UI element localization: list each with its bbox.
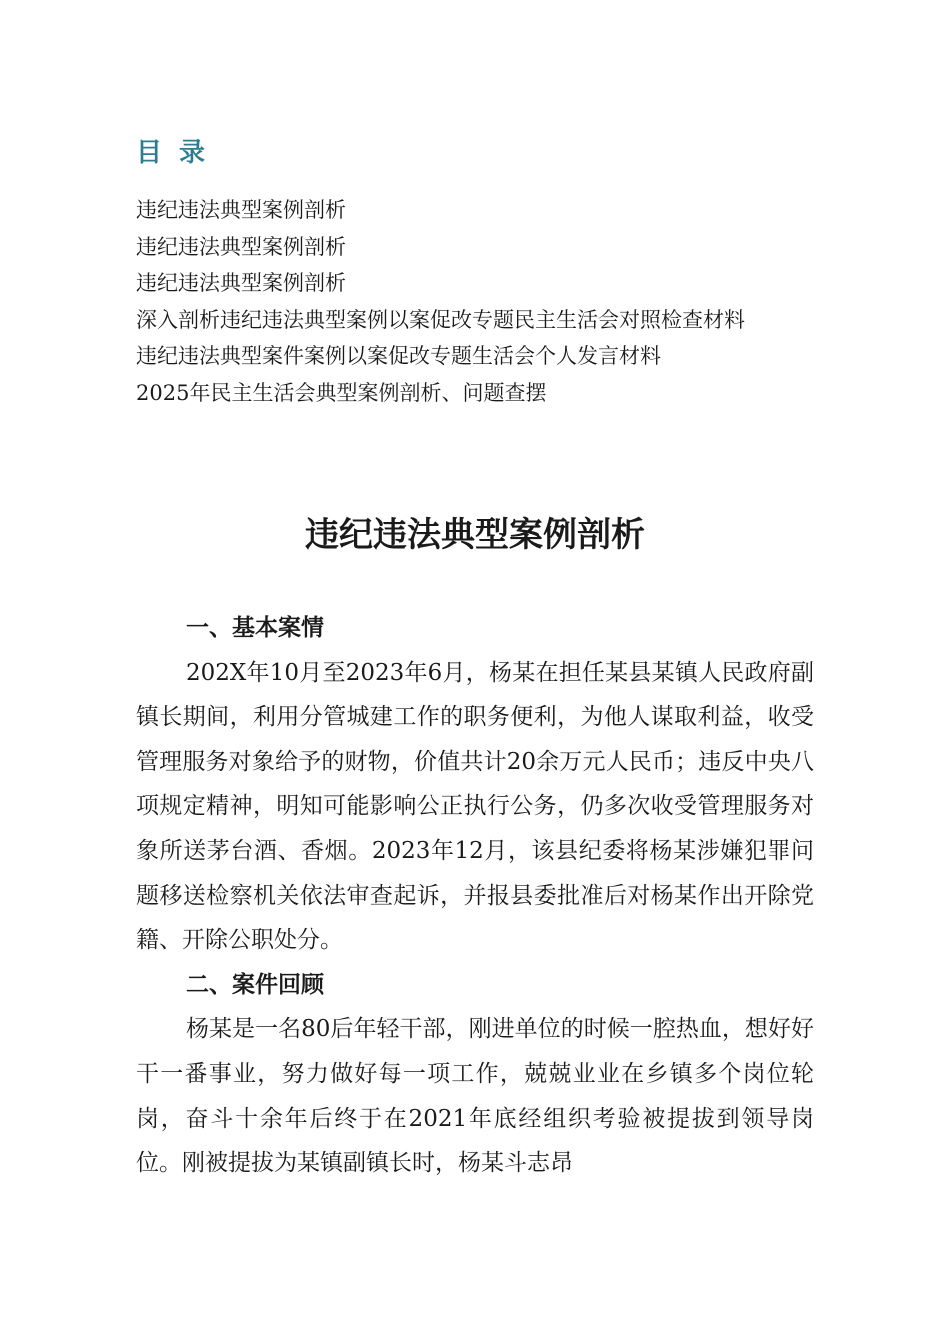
document-title: 违纪违法典型案例剖析 — [305, 515, 645, 555]
toc-list — [136, 192, 745, 412]
document-body — [136, 606, 814, 1186]
toc-heading: 目 录 — [136, 138, 210, 168]
section-heading-case-review: 二、案件回顾 — [186, 971, 324, 998]
toc-item[interactable]: 违纪违法典型案件案例以案促改专题生活会个人发言材料 — [136, 344, 661, 369]
section-paragraph-basic-facts: 202X年10月至2023年6月，杨某在担任某县某镇人民政府副镇长期间，利用分管城建工作的职务便利，为他人谋取利益，收受管理服务对象给予的财物，价值共计20余万元人民币；违反中央八项规定精神，明知可能影响公正执行公务，仍多次收受管理服务对象所送茅台酒、香烟。2023年12月，该县纪委将杨某涉嫌犯罪问题移送检察机关依法审查起诉，并报县委批准后对杨某作出开除党籍、开除公职处分。 — [136, 659, 814, 954]
section-heading-basic-facts: 一、基本案情 — [186, 615, 324, 641]
toc-item[interactable]: 违纪违法典型案例剖析 — [136, 234, 346, 259]
toc-item[interactable]: 深入剖析违纪违法典型案例以案促改专题民主生活会对照检查材料 — [136, 307, 745, 332]
toc-item[interactable]: 违纪违法典型案例剖析 — [136, 198, 346, 222]
section-paragraph-case-review: 杨某是一名80后年轻干部，刚进单位的时候一腔热血，想好好干一番事业，努力做好每一项工作，兢兢业业在乡镇多个岗位轮岗，奋斗十余年后终于在2021年底经组织考验被提拔到领导岗位。刚被提拔为某镇副镇长时，杨某斗志昂 — [136, 1016, 814, 1177]
toc-item[interactable]: 2025年民主生活会典型案例剖析、问题查摆 — [136, 380, 547, 405]
toc-item[interactable]: 违纪违法典型案例剖析 — [136, 271, 346, 296]
